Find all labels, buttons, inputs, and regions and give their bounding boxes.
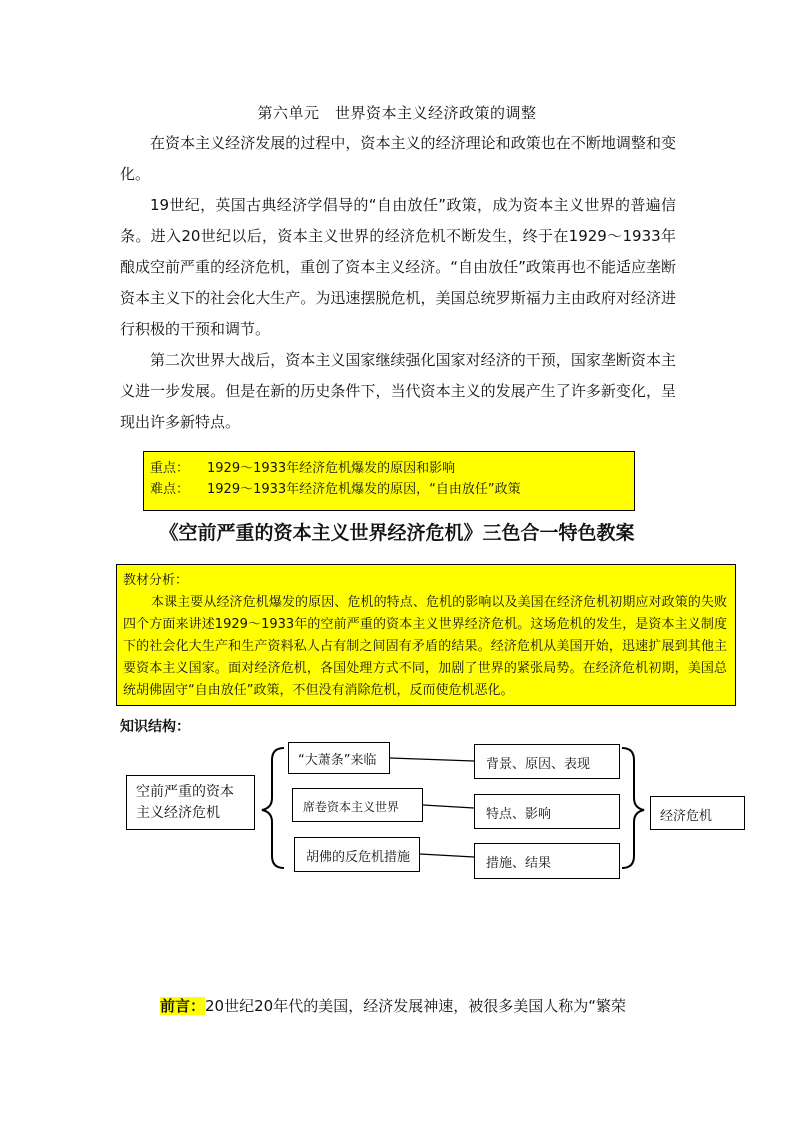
detail-label-3: 措施、结果 — [486, 856, 552, 871]
connector-3 — [420, 854, 474, 857]
difficulty-text: 1929～1933年经济危机爆发的原因，“自由放任”政策 — [207, 482, 521, 497]
detail-box-3 — [474, 843, 620, 879]
conclusion-box — [650, 796, 745, 830]
intro-paragraph-3: 第二次世界大战后，资本主义国家继续强化国家对经济的干预，国家垄断资本主义进一步发展。但是在新的历史条件下，当代资本主义的发展产生了许多新变化，呈现出许多新特点。 — [120, 351, 676, 431]
intro-paragraph-1: 在资本主义经济发展的过程中，资本主义的经济理论和政策也在不断地调整和变化。 — [120, 134, 676, 183]
foreword-label: 前言： — [160, 997, 206, 1015]
topic-box-3 — [294, 837, 420, 872]
root-box — [126, 775, 255, 830]
knowledge-structure-label: 知识结构： — [120, 719, 190, 735]
focus-text: 1929～1933年经济危机爆发的原因和影响 — [207, 461, 456, 476]
analysis-body: 本课主要从经济危机爆发的原因、危机的特点、危机的影响以及美国在经济危机初期应对政策的失败四个方面来讲述1929～1933年的空前严重的资本主义世界经济危机。这场危机的发生，是资本主义制度下的社会化大生产和生产资料私人占有制之间固有矛盾的结果。经济危机从美国开始，迅速扩展到其他主要资本主义国家。面对经济危机，各国处理方式不同，加剧了世界的紧张局势。在经济危机初期，美国总统胡佛固守“自由放任”政策，不但没有消除危机，反而使危机恶化。 — [123, 595, 727, 698]
connector-1 — [390, 758, 474, 761]
topic-box-2 — [292, 788, 423, 822]
lesson-title: 《空前严重的资本主义世界经济危机》三色合一特色教案 — [159, 522, 635, 544]
detail-label-1: 背景、原因、表现 — [486, 757, 591, 772]
topic-label-1: “大萧条”来临 — [298, 753, 377, 768]
root-line-2: 主义经济危机 — [136, 805, 220, 821]
foreword-text: 20世纪20年代的美国，经济发展神速，被很多美国人称为“繁荣 — [205, 997, 626, 1015]
root-line-1: 空前严重的资本 — [136, 784, 234, 800]
focus-label: 重点： — [150, 461, 190, 476]
conclusion-label: 经济危机 — [660, 809, 713, 824]
topic-label-2: 席卷资本主义世界 — [303, 800, 400, 814]
topic-box-1 — [288, 742, 390, 774]
left-brace — [262, 748, 284, 868]
detail-box-2 — [474, 794, 620, 829]
detail-label-2: 特点、影响 — [486, 807, 552, 822]
foreword-line — [160, 995, 626, 1016]
connector-2 — [423, 805, 474, 808]
analysis-label: 教材分析： — [123, 573, 189, 588]
intro-paragraph-2: 19世纪，英国古典经济学倡导的“自由放任”政策，成为资本主义世界的普遍信条。进入20世纪以后，资本主义世界的经济危机不断发生，终于在1929～1933年酿成空前严重的经济危机，重创了资本主义经济。“自由放任”政策再也不能适应垄断资本主义下的社会化大生产。为迅速摆脱危机，美国总统罗斯福力主由政府对经济进行积极的干预和调节。 — [120, 196, 676, 338]
right-brace — [622, 748, 644, 868]
detail-box-1 — [474, 744, 620, 779]
difficulty-label: 难点： — [150, 482, 190, 497]
unit-title: 第六单元 世界资本主义经济政策的调整 — [257, 104, 537, 122]
topic-label-3: 胡佛的反危机措施 — [306, 850, 411, 865]
